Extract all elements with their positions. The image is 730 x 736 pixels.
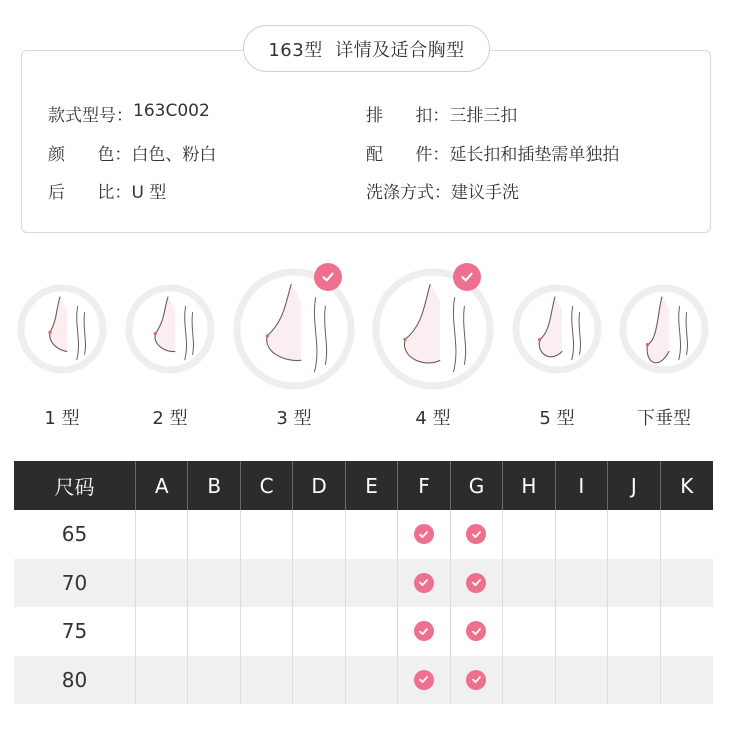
size-cell-70-j [608,559,660,608]
size-cell-70-b [188,559,240,608]
size-cell-65-k [661,510,713,559]
size-cell-80-g [451,656,503,705]
size-cell-70-i [556,559,608,608]
breast-shape-label: 2 型 [152,408,188,429]
table-row [14,559,713,608]
size-cell-70-e [346,559,398,608]
info-value: 三排三扣 [449,106,518,126]
info-row-hooks [366,101,517,126]
size-cell-70-h [503,559,555,608]
fit-check-icon [414,573,434,593]
breast-shape-icon [512,284,602,374]
size-cell-75-k [661,607,713,656]
band-size-cell: 65 [14,510,136,559]
info-row-back [48,178,166,203]
cup-header-g: G [451,461,503,510]
info-label: 款式型号： [48,106,133,126]
info-value: U 型 [131,183,167,203]
breast-shape-icon [619,284,709,374]
size-header-label: 尺码 [14,461,136,510]
fit-check-icon [466,573,486,593]
size-cell-75-e [346,607,398,656]
info-label: 后 比： [48,183,132,203]
info-label: 排 扣： [366,106,450,126]
info-title: 163型 详情及适合胸型 [243,25,490,72]
size-cell-70-g [451,559,503,608]
size-cell-80-c [241,656,293,705]
table-row [14,607,713,656]
info-value: 延长扣和插垫需单独拍 [449,145,620,165]
table-row [14,656,713,705]
cup-header-c: C [241,461,293,510]
band-size-cell: 70 [14,559,136,608]
size-cell-65-i [556,510,608,559]
breast-shape-label: 3 型 [276,408,312,429]
info-row-color [48,140,216,165]
size-cell-80-e [346,656,398,705]
breast-shape-2 [125,284,215,374]
fit-check-icon [414,524,434,544]
fit-check-icon [466,524,486,544]
info-row-model [48,101,210,126]
table-row [14,510,713,559]
info-value: 163C002 [133,101,210,121]
size-cell-75-g [451,607,503,656]
size-cell-75-f [398,607,450,656]
breast-shape-1 [17,284,107,374]
info-value: 建议手洗 [451,183,519,203]
size-cell-65-j [608,510,660,559]
cup-header-h: H [503,461,555,510]
size-cell-80-k [661,656,713,705]
breast-shape-5 [512,284,602,374]
suitable-check-icon [453,263,481,291]
size-cell-75-c [241,607,293,656]
size-cell-70-f [398,559,450,608]
size-cell-70-c [241,559,293,608]
size-cell-80-h [503,656,555,705]
cup-header-a: A [136,461,188,510]
size-cell-70-a [136,559,188,608]
breast-shape-label: 5 型 [539,408,575,429]
size-cell-65-f [398,510,450,559]
size-cell-75-i [556,607,608,656]
size-cell-65-a [136,510,188,559]
fit-check-icon [466,670,486,690]
cup-header-f: F [398,461,450,510]
breast-shape-6 [619,284,709,374]
cup-header-i: I [556,461,608,510]
info-label: 洗涤方式： [366,183,451,203]
size-cell-80-a [136,656,188,705]
breast-shape-label: 下垂型 [637,408,691,429]
band-size-cell: 80 [14,656,136,705]
size-cell-65-g [451,510,503,559]
breast-shape-icon [125,284,215,374]
size-cell-75-b [188,607,240,656]
size-cell-80-b [188,656,240,705]
size-cell-75-h [503,607,555,656]
size-cell-70-k [661,559,713,608]
size-cell-75-d [293,607,345,656]
size-table-header [14,461,713,510]
size-cell-75-a [136,607,188,656]
cup-header-d: D [293,461,345,510]
size-cell-65-c [241,510,293,559]
size-cell-80-j [608,656,660,705]
size-cell-80-d [293,656,345,705]
info-value: 白色、粉白 [131,145,217,165]
cup-header-b: B [188,461,240,510]
size-cell-65-h [503,510,555,559]
band-size-cell: 75 [14,607,136,656]
info-label: 颜 色： [48,145,132,165]
info-row-accessories [366,140,619,165]
size-cell-80-f [398,656,450,705]
size-cell-65-b [188,510,240,559]
size-cell-80-i [556,656,608,705]
size-cell-75-j [608,607,660,656]
cup-header-e: E [346,461,398,510]
fit-check-icon [414,621,434,641]
size-cell-70-d [293,559,345,608]
breast-shape-label: 1 型 [44,408,80,429]
info-label: 配 件： [366,145,450,165]
fit-check-icon [466,621,486,641]
size-cell-65-d [293,510,345,559]
cup-header-k: K [680,473,694,498]
cup-header-j: J [608,461,660,510]
size-cell-65-e [346,510,398,559]
info-row-washing [366,178,519,203]
suitable-check-icon [314,263,342,291]
size-table [14,461,713,704]
breast-shape-icon [17,284,107,374]
fit-check-icon [414,670,434,690]
breast-shape-label: 4 型 [415,408,451,429]
